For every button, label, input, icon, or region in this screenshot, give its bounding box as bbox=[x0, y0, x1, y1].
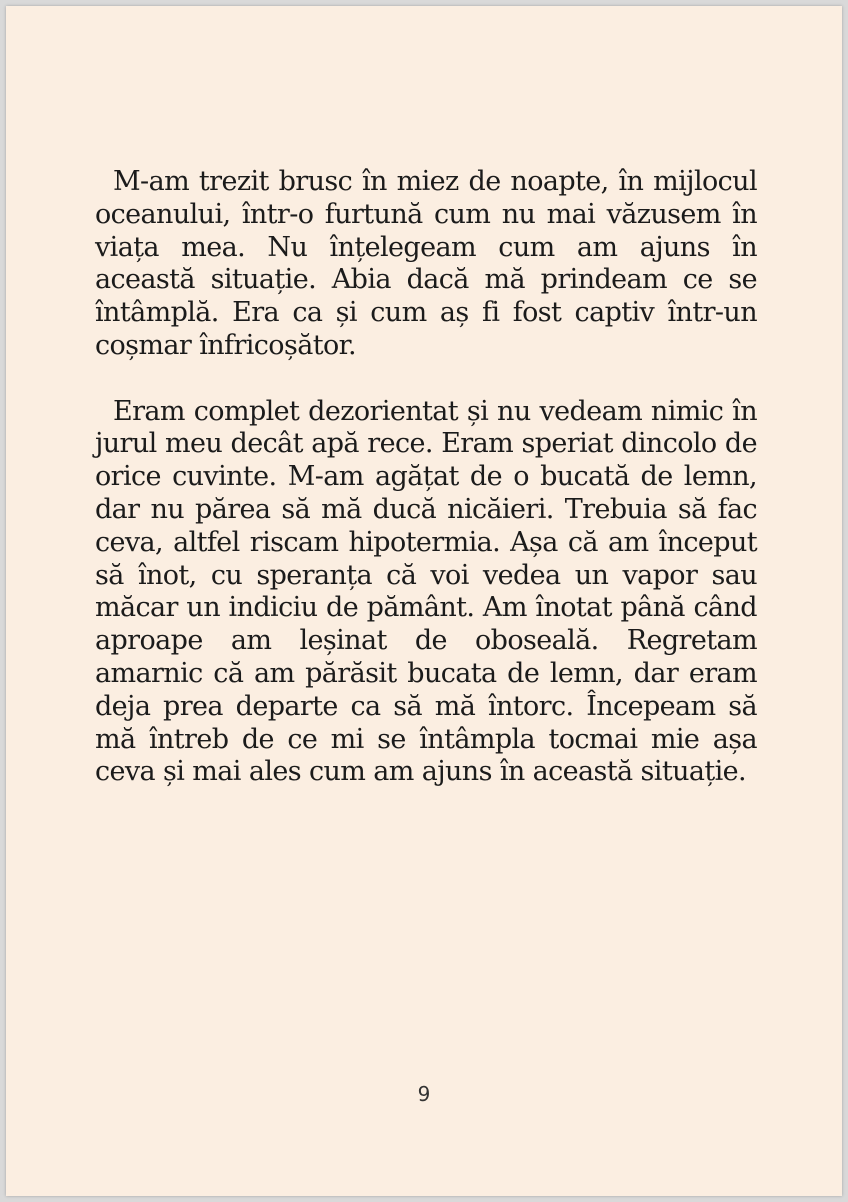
body-text bbox=[95, 166, 757, 822]
paragraph-2: Eram complet dezorientat și nu vedeam nimic în jurul meu decât apă rece. Eram speriat dincolo de orice cuvinte. M-am agățat de o bucată de lemn, dar nu părea să mă ducă nicăieri. Trebuia să fac ceva, altfel riscam hipotermia. Așa că am început să înot, cu speranța că voi vedea un vapor sau măcar un indiciu de pământ. Am înotat până când aproape am leșinat de oboseală. Regretam amarnic că am părăsit bucata de lemn, dar eram deja prea departe ca să mă întorc. Începeam să mă întreb de ce mi se întâmpla tocmai mie așa ceva și mai ales cum am ajuns în această situație. bbox=[95, 395, 757, 788]
paragraph-1: M-am trezit brusc în miez de noapte, în mijlocul oceanului, într-o furtună cum nu mai văzusem în viața mea. Nu înțelegeam cum am ajuns în această situație. Abia dacă mă prindeam ce se întâmplă. Era ca și cum aș fi fost captiv într-un coșmar înfricoșător. bbox=[95, 166, 757, 361]
book-page bbox=[6, 6, 842, 1196]
page-number: 9 bbox=[417, 1082, 431, 1106]
